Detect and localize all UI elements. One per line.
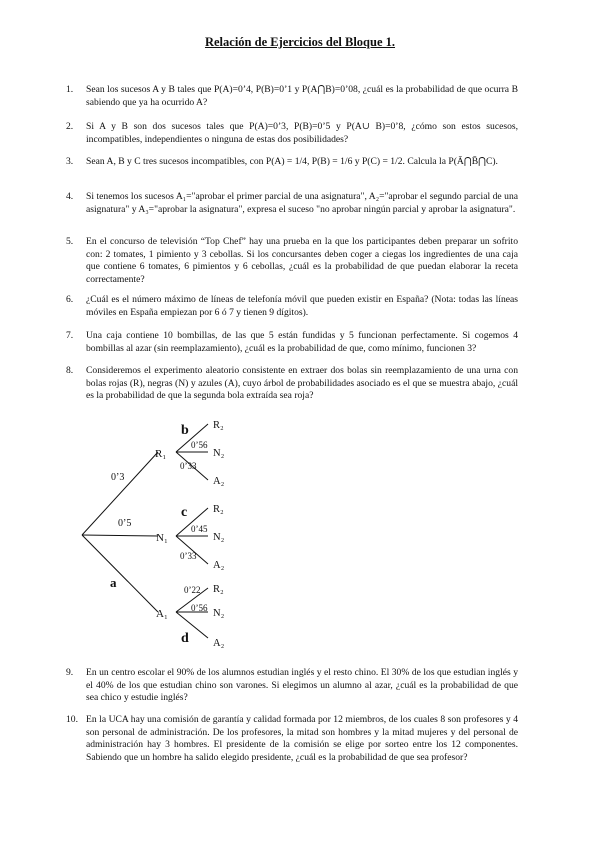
exercise-text: ¿Cuál es el número máximo de líneas de telefonía móvil que pueden existir en España? (Nota: todas las líneas móviles en España empiezan por 6 ó 7 y tienen 9 dígitos). — [86, 294, 518, 318]
prob-n1-n2: 0’45 — [191, 524, 208, 534]
exercise-text: Consideremos el experimento aleatorio consistente en extraer dos bolas sin reemplazamiento de una urna con bolas rojas (R), negras (N) y azules (A), cuyo árbol de probabilidades asociado es el que se muestra abajo, ¿cuál es la probabilidad de que la segunda bola extraída sea roja? — [86, 365, 518, 402]
exercise-8 — [66, 365, 518, 403]
unknown-a: a — [110, 575, 117, 590]
exercise-number: 8. — [66, 365, 74, 376]
prob-a1-r2: 0’22 — [184, 585, 201, 595]
exercise-number: 5. — [66, 236, 74, 247]
exercise-5 — [66, 236, 518, 286]
exercise-number: 10. — [66, 714, 78, 725]
node-r1: R₁ — [155, 448, 167, 460]
exercise-text: Sean los sucesos A y B tales que P(A)=0’4, P(B)=0’1 y P(A⋂B)=0’08, ¿cuál es la probabilidad de que ocurra B sabiendo que ya ha ocurrido A? — [86, 84, 518, 108]
prob-n1: 0’5 — [118, 518, 132, 529]
exercise-10 — [66, 714, 518, 764]
exercise-number: 3. — [66, 156, 74, 167]
probability-tree — [80, 412, 280, 652]
node-n1: N₁ — [156, 532, 168, 544]
prob-n1-a2: 0’33 — [180, 551, 197, 561]
prob-a1-n2: 0’56 — [191, 603, 208, 613]
node-n2: N₂ — [213, 608, 225, 619]
exercise-text: En el concurso de televisión “Top Chef” hay una prueba en la que los participantes deben preparar un sofrito con: 2 tomates, 1 pimiento y 3 cebollas. Si los concursantes deben coger a ciegas los ingredientes de una caja que contiene 6 tomates, 6 pimientos y 6 cebollas, ¿cuál es la probabilidad de que puedan elaborar la receta correctamente? — [86, 236, 518, 285]
exercise-number: 6. — [66, 294, 74, 305]
exercise-text: En un centro escolar el 90% de los alumnos estudian inglés y el resto chino. El 30% de los que estudian inglés y el 40% de los que estudian chino son varones. Si elegimos un alumno al azar, ¿cuál es la probabilidad de que sea chico y estudie inglés? — [86, 667, 518, 704]
node-n2: N₂ — [213, 532, 225, 543]
exercise-6 — [66, 294, 518, 319]
unknown-d: d — [181, 631, 189, 646]
node-r2: R₂ — [213, 420, 224, 431]
exercise-2 — [66, 121, 518, 146]
node-a2: A₂ — [213, 560, 225, 571]
exercise-text: Una caja contiene 10 bombillas, de las que 5 están fundidas y 5 funcionan perfectamente. Si cogemos 4 bombillas al azar (sin reemplazamiento), ¿cuál es la probabilidad de que, como mínimo, funcionen 3? — [86, 330, 518, 354]
node-a2: A₂ — [213, 638, 225, 649]
unknown-b: b — [181, 423, 189, 438]
node-a1: A₁ — [156, 608, 168, 620]
node-r2: R₂ — [213, 584, 224, 595]
exercise-text: Si tenemos los sucesos A₁="aprobar el primer parcial de una asignatura", A₂="aprobar el segundo parcial de una asignatura" y A₃="aprobar la asignatura", expresa el suceso "no aprobar ningún parcial y aprobar la asignatura". — [86, 191, 518, 215]
exercise-7 — [66, 330, 518, 355]
node-r2: R₂ — [213, 504, 224, 515]
node-n2: N₂ — [213, 448, 225, 459]
unknown-c: c — [181, 505, 188, 520]
exercise-text: Si A y B son dos sucesos tales que P(A)=0’3, P(B)=0’5 y P(A∪ B)=0’8, ¿cómo son estos sucesos, incompatibles, independientes o ninguna de estas dos posibilidades? — [86, 121, 518, 145]
branch-to-a1 — [82, 535, 158, 612]
exercise-text: Sean A, B y C tres sucesos incompatibles, con P(A) = 1/4, P(B) = 1/6 y P(C) = 1/2. Calcula la P(Ā⋂B̄⋂C). — [86, 156, 498, 167]
exercise-number: 1. — [66, 84, 74, 95]
exercise-9 — [66, 667, 518, 705]
prob-r1-a2: 0’33 — [180, 461, 197, 471]
exercise-number: 4. — [66, 191, 74, 202]
prob-r1: 0’3 — [111, 472, 125, 483]
exercise-text: En la UCA hay una comisión de garantía y calidad formada por 12 miembros, de los cuales 8 son profesores y 4 son personal de administración. De los profesores, la mitad son hombres y la mitad mujeres y del personal de administración hay 3 hombres. El presidente de la comisión se elige por sorteo entre los 12 componentes. Sabiendo que un hombre ha salido elegido presidente, ¿cuál es la probabilidad de que sea profesor? — [86, 714, 518, 763]
exercise-number: 2. — [66, 121, 74, 132]
exercise-number: 7. — [66, 330, 74, 341]
node-a2: A₂ — [213, 476, 225, 487]
page-title: Relación de Ejercicios del Bloque 1. — [204, 35, 396, 49]
exercise-1 — [66, 84, 518, 109]
prob-r1-n2: 0’56 — [191, 440, 208, 450]
branch-to-n1 — [82, 535, 158, 536]
exercise-number: 9. — [66, 667, 74, 678]
exercise-3 — [66, 156, 518, 169]
exercise-4 — [66, 191, 518, 216]
